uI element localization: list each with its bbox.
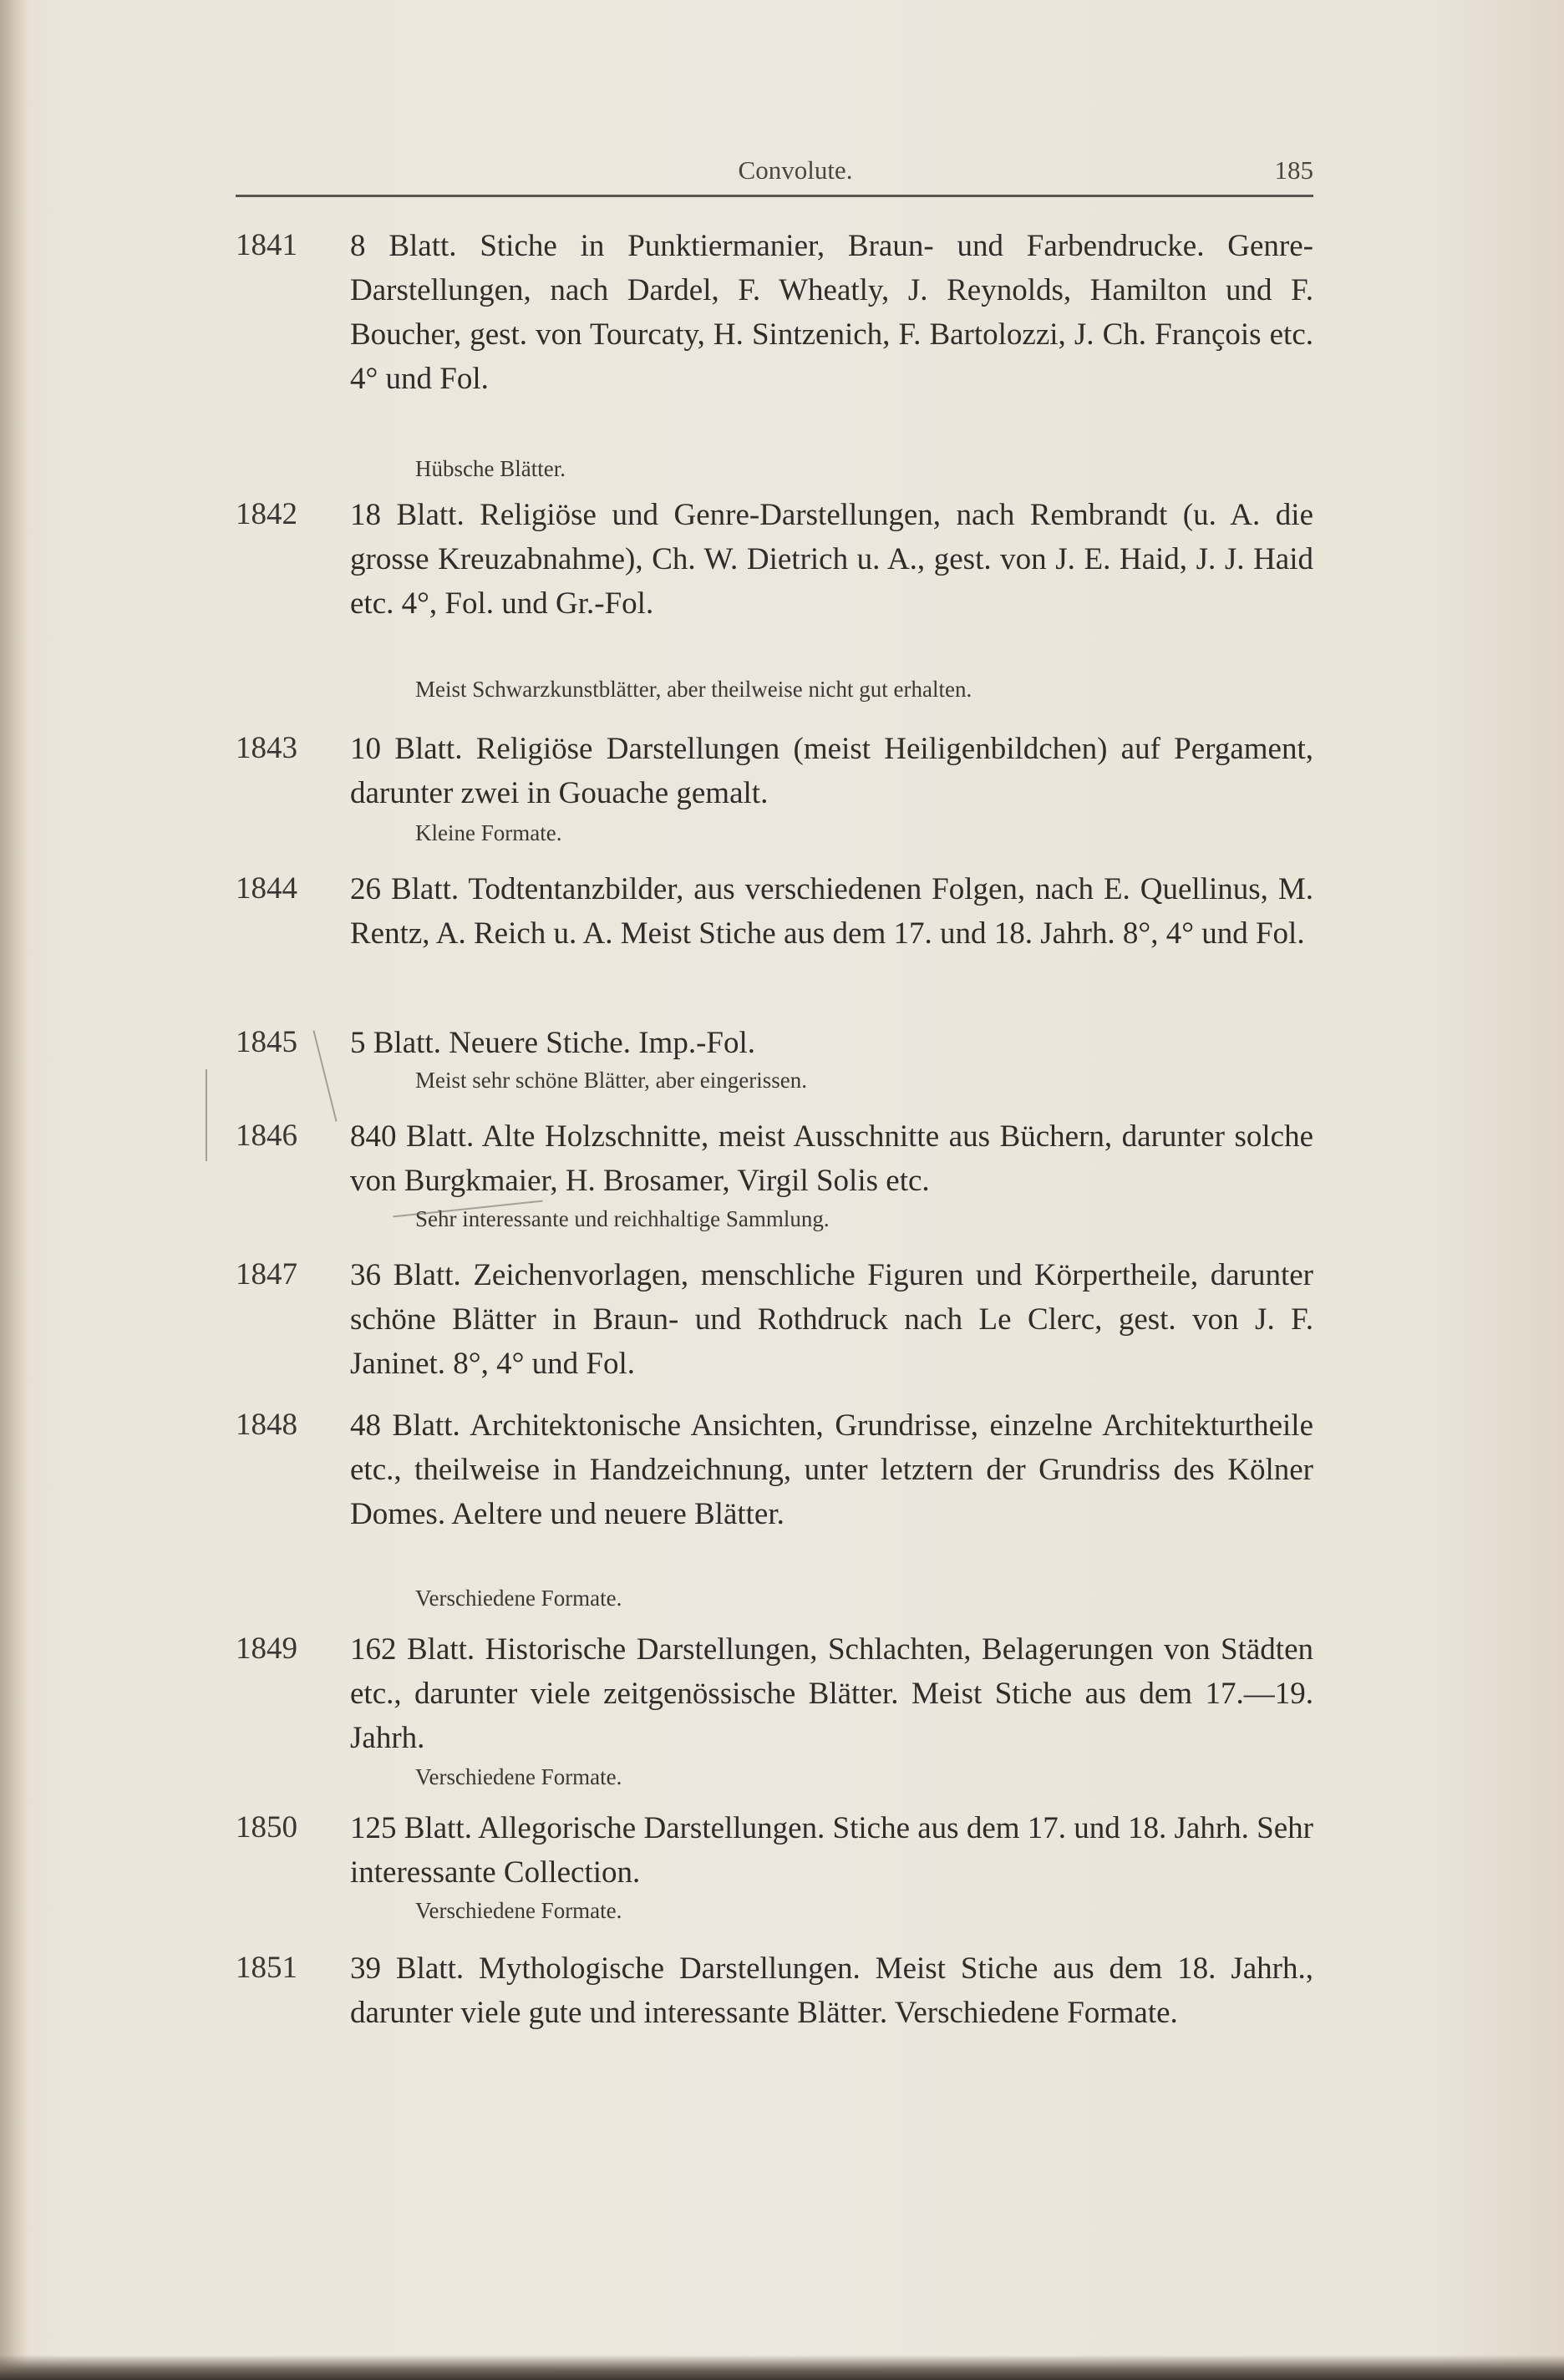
catalogue-entry	[236, 224, 1313, 500]
entry-text: 8 Blatt. Stiche in Punktiermanier, Braun- und Farbendrucke. Genre-Darstellungen, nach Dardel, F. Wheatly, J. Reynolds, Hamilton und F. Boucher, gest. von Tourcaty, H. Sintzenich, F. Bartolozzi, J. Ch. François etc. 4° und Fol.	[350, 229, 1313, 396]
entry-text: 10 Blatt. Religiöse Darstellungen (meist Heiligenbildchen) auf Pergament, darunter zwei in Gouache gemalt.	[350, 732, 1313, 810]
entry-note: Verschiedene Formate.	[415, 1898, 622, 1923]
entry-note: Hübsche Blätter.	[415, 456, 566, 481]
catalogue-entry	[236, 867, 1313, 1009]
entry-text: 26 Blatt. Todtentanzbilder, aus verschiedenen Folgen, nach E. Quellinus, M. Rentz, A. Reich u. A. Meist Stiche aus dem 17. und 18. Jahrh. 8°, 4° und Fol.	[350, 872, 1313, 951]
entry-text: 162 Blatt. Historische Darstellungen, Schlachten, Belagerungen von Städten etc., darunter viele zeitgenössische Blätter. Meist Stiche aus dem 17.—19. Jahrh.	[350, 1632, 1313, 1755]
catalogue-entry	[236, 1114, 1313, 1240]
catalogue-entry	[236, 1627, 1313, 1803]
page-number: 185	[1274, 155, 1313, 185]
catalogue-entry	[236, 1253, 1313, 1395]
entry-number: 1847	[236, 1257, 297, 1291]
catalogue-entry	[236, 493, 1313, 710]
entry-number: 1843	[236, 731, 297, 765]
entry-number: 1842	[236, 497, 297, 531]
entry-number: 1848	[236, 1408, 297, 1442]
entry-text: 840 Blatt. Alte Holzschnitte, meist Ausschnitte aus Büchern, darunter solche von Burgkmaier, H. Brosamer, Virgil Solis etc.	[350, 1119, 1313, 1198]
page-bottom-edge	[0, 2355, 1564, 2380]
entry-note: Kleine Formate.	[415, 820, 562, 845]
catalogue-entry	[236, 1946, 1313, 2088]
entry-text: 39 Blatt. Mythologische Darstellungen. Meist Stiche aus dem 18. Jahrh., darunter viele gute und interessante Blätter. Verschiedene Formate.	[350, 1951, 1313, 2030]
pencil-mark	[206, 1069, 207, 1161]
entry-number: 1850	[236, 1810, 297, 1845]
entry-number: 1841	[236, 228, 297, 262]
page-spine-shadow	[0, 0, 28, 2380]
catalogue-entry	[236, 1403, 1313, 1621]
catalogue-entry	[236, 1021, 1313, 1104]
entry-note: Verschiedene Formate.	[415, 1586, 622, 1611]
entry-note: Meist Schwarzkunstblätter, aber theilweise nicht gut erhalten.	[415, 677, 972, 702]
entry-number: 1844	[236, 871, 297, 906]
entry-text: 125 Blatt. Allegorische Darstellungen. Stiche aus dem 17. und 18. Jahrh. Sehr interessante Collection.	[350, 1811, 1313, 1890]
catalogue-entry	[236, 1806, 1313, 1931]
page-header	[236, 155, 1313, 192]
entry-number: 1846	[236, 1119, 297, 1153]
entry-text: 18 Blatt. Religiöse und Genre-Darstellungen, nach Rembrandt (u. A. die grosse Kreuzabnahme), Ch. W. Dietrich u. A., gest. von J. E. Haid, J. J. Haid etc. 4°, Fol. und Gr.-Fol.	[350, 498, 1313, 621]
entry-number: 1851	[236, 1951, 297, 1985]
entry-note: Verschiedene Formate.	[415, 1764, 622, 1789]
catalogue-entry	[236, 727, 1313, 852]
entry-number: 1845	[236, 1025, 297, 1059]
entry-text: 48 Blatt. Architektonische Ansichten, Grundrisse, einzelne Architekturtheile etc., theilweise in Handzeichnung, unter letztern der Grundriss des Kölner Domes. Aeltere und neuere Blätter.	[350, 1408, 1313, 1531]
entry-number: 1849	[236, 1631, 297, 1666]
header-rule	[236, 195, 1313, 197]
entry-text: 36 Blatt. Zeichenvorlagen, menschliche Figuren und Körpertheile, darunter schöne Blätter in Braun- und Rothdruck nach Le Clerc, gest. von J. F. Janinet. 8°, 4° und Fol.	[350, 1258, 1313, 1381]
running-title: Convolute.	[738, 155, 853, 185]
entry-note: Sehr interessante und reichhaltige Sammlung.	[415, 1206, 830, 1231]
entry-text: 5 Blatt. Neuere Stiche. Imp.-Fol.	[350, 1026, 756, 1060]
entry-note: Meist sehr schöne Blätter, aber eingerissen.	[415, 1068, 808, 1093]
